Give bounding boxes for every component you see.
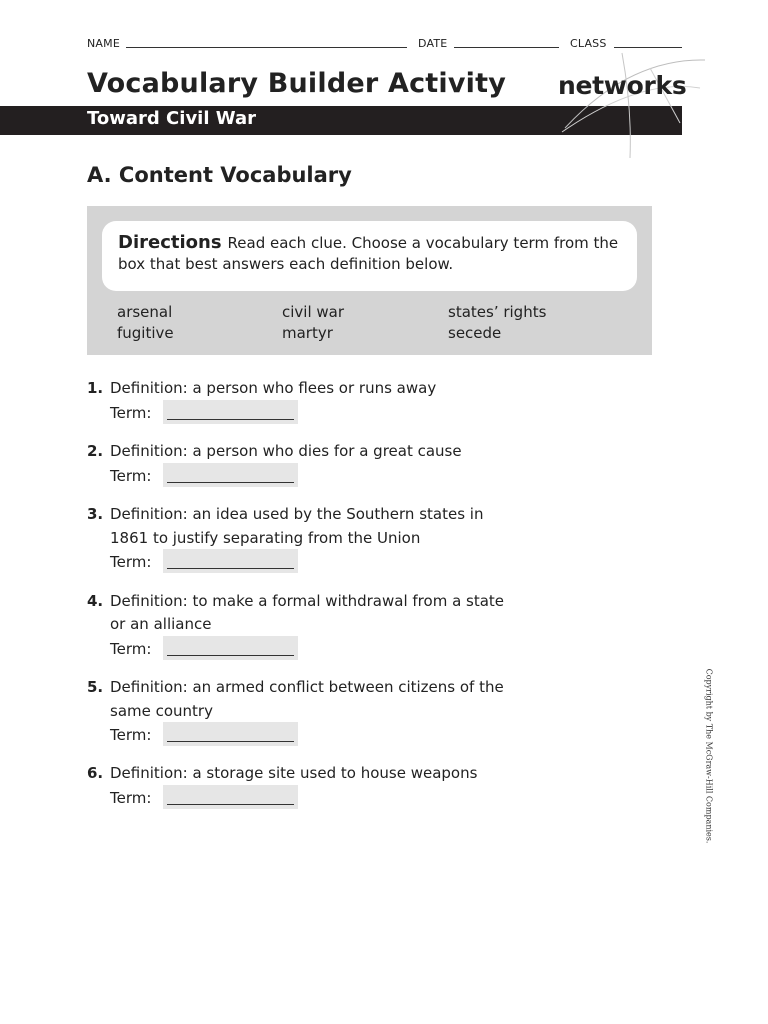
- date-line[interactable]: [454, 47, 559, 48]
- page-title: Vocabulary Builder Activity: [87, 68, 507, 99]
- logo-swirl-icon: [560, 48, 710, 163]
- term-answer-field[interactable]: [163, 636, 298, 660]
- directions-text: [118, 232, 628, 275]
- term-answer-field[interactable]: [163, 785, 298, 809]
- question-definition: Definition: a person who dies for a great cause: [110, 442, 462, 460]
- networks-logo: networks: [558, 71, 687, 100]
- term-label: Term:: [110, 726, 152, 744]
- question-definition: Definition: a storage site used to house weapons: [110, 764, 478, 782]
- directions-lead: Directions: [118, 232, 222, 253]
- question-definition-cont: or an alliance: [110, 615, 212, 633]
- term-answer-field[interactable]: [163, 722, 298, 746]
- term-answer-field[interactable]: [163, 549, 298, 573]
- term-label: Term:: [110, 404, 152, 422]
- word-bank-term: martyr: [282, 324, 333, 342]
- question-number: 3.: [87, 505, 104, 523]
- question-definition: Definition: an idea used by the Southern states in: [110, 505, 484, 523]
- name-label: NAME: [87, 37, 120, 50]
- question-definition: Definition: a person who flees or runs away: [110, 379, 437, 397]
- question-number: 1.: [87, 379, 104, 397]
- word-bank-term: states’ rights: [448, 303, 547, 321]
- question-number: 4.: [87, 592, 104, 610]
- class-label: CLASS: [570, 37, 607, 50]
- word-bank-term: civil war: [282, 303, 345, 321]
- copyright-notice: Copyright by The McGraw-Hill Companies.: [704, 668, 714, 844]
- question-number: 2.: [87, 442, 104, 460]
- subtitle-text: Toward Civil War: [87, 108, 257, 129]
- question-definition: Definition: to make a formal withdrawal from a state: [110, 592, 505, 610]
- term-label: Term:: [110, 640, 152, 658]
- name-line[interactable]: [126, 47, 407, 48]
- word-bank-term: fugitive: [117, 324, 174, 342]
- section-title: A. Content Vocabulary: [87, 163, 352, 187]
- question-number: 5.: [87, 678, 104, 696]
- question-definition-cont: same country: [110, 702, 213, 720]
- question-definition-cont: 1861 to justify separating from the Union: [110, 529, 421, 547]
- term-label: Term:: [110, 553, 152, 571]
- term-answer-field[interactable]: [163, 400, 298, 424]
- directions-body: Read each clue. Choose a vocabulary term from the box that best answers each definition below.: [118, 234, 619, 273]
- question-definition: Definition: an armed conflict between citizens of the: [110, 678, 504, 696]
- term-label: Term:: [110, 789, 152, 807]
- term-answer-field[interactable]: [163, 463, 298, 487]
- word-bank-term: arsenal: [117, 303, 173, 321]
- date-label: DATE: [418, 37, 448, 50]
- question-number: 6.: [87, 764, 104, 782]
- term-label: Term:: [110, 467, 152, 485]
- word-bank-term: secede: [448, 324, 502, 342]
